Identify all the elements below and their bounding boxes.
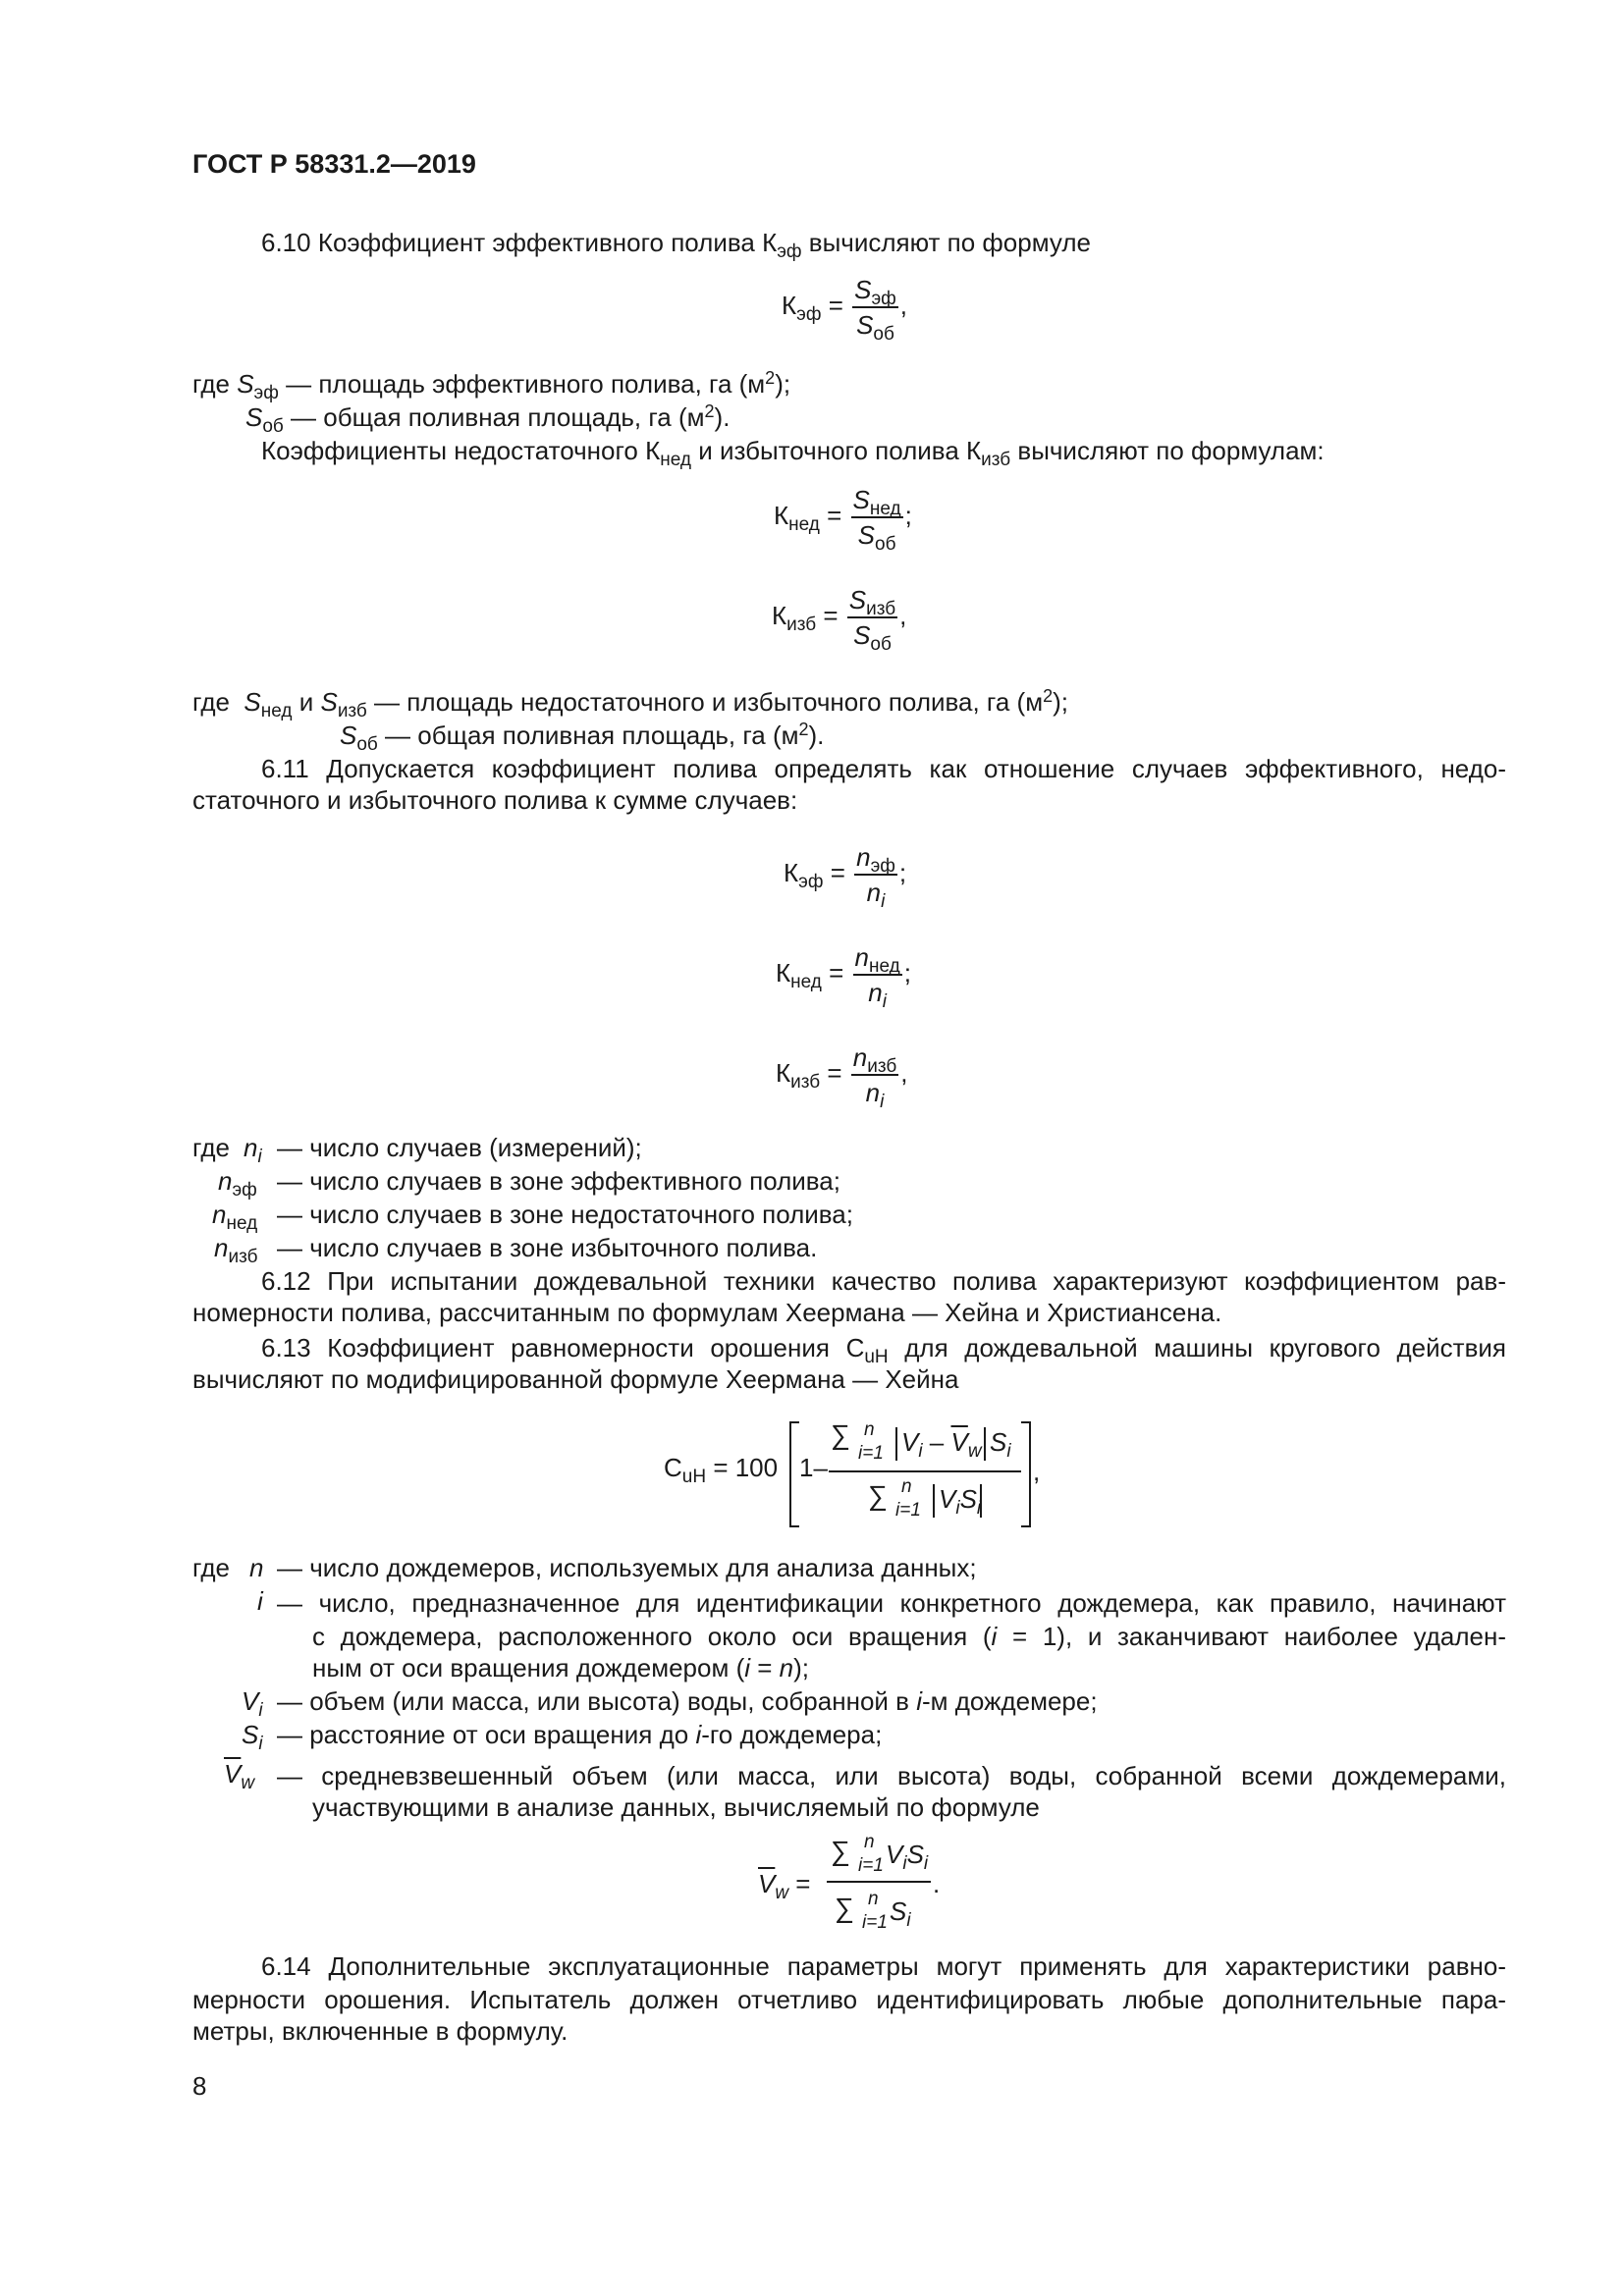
where-i-desc-3: ным от оси вращения дождемером (i = n);: [312, 1653, 810, 1682]
left-bracket: [789, 1421, 799, 1527]
where-n-count-desc: — число дождемеров, используемых для анализа данных;: [277, 1553, 977, 1582]
where-i-desc-1: — число, предназначенное для идентификации конкретного дождемера, как правило, начинают: [277, 1588, 1506, 1618]
vw-sum-num-lower: i=1: [858, 1855, 884, 1876]
sum-lower-den: i=1: [895, 1500, 921, 1521]
abs-bar-left: [895, 1427, 897, 1461]
paragraph-6-14-line1: 6.14 Дополнительные эксплуатационные параметры могут применять для характеристики равно-: [261, 1951, 1506, 1981]
where-n-i-desc: — число случаев (измерений);: [277, 1133, 642, 1162]
abs-bar-right-den: [980, 1484, 982, 1518]
vw-num-visi: $V_iS_i$: [886, 1840, 929, 1874]
abs-bar-right: [984, 1427, 986, 1461]
where-lead-4: где: [192, 1553, 230, 1582]
formula-k-izb: $К_{изб}$ = $\frac{S_{изб}}{S_{об}}$ ,: [772, 585, 907, 655]
where-s-ob-2: $S_{об}$ — общая поливная площадь, га $(м^2)$.: [340, 720, 825, 755]
abs-bar-left-den: [933, 1484, 935, 1518]
formula-k-izb-cases: $К_{изб}$ = $\frac{n_{изб}}{n_i}$ ,: [776, 1042, 908, 1112]
formula-one-minus: 1–: [799, 1453, 828, 1482]
where-n-ef: $n_{эф}$: [218, 1166, 257, 1201]
where-vi: $V_i$: [242, 1686, 263, 1721]
vw-den-si: $S_i$: [890, 1896, 911, 1931]
where-vw: $\overline{V}_w$: [224, 1759, 255, 1793]
where-i: i: [257, 1586, 263, 1616]
paragraph-6-12-line2: номерности полива, рассчитанным по формулам Хеермана — Хейна и Христиансена.: [192, 1298, 1222, 1327]
document-header: ГОСТ Р 58331.2—2019: [192, 149, 476, 179]
where-n-ef-desc: — число случаев в зоне эффективного полива;: [277, 1166, 840, 1196]
paragraph-6-13-line2: вычисляют по модифицированной формуле Хеермана — Хейна: [192, 1364, 959, 1394]
formula-vw-end: .: [933, 1869, 941, 1898]
paragraph-6-14-line2: мерности орошения. Испытатель должен отчетливо идентифицировать любые дополнительные пара-: [192, 1985, 1506, 2014]
vw-sum-den-upper: n: [868, 1889, 879, 1909]
paragraph-6-10: 6.10 Коэффициент эффективного полива $К_{эф}$ вычисляют по формуле: [261, 228, 1091, 262]
where-vw-desc-2: участвующими в анализе данных, вычисляемый по формуле: [312, 1792, 1040, 1822]
where-si: $S_i$: [242, 1720, 263, 1754]
formula-k-ef: $К_{эф}$ = $\frac{S_{эф}}{S_{об}}$ ,: [782, 275, 908, 345]
where-n-count: n: [249, 1553, 264, 1582]
sum-upper-den: n: [901, 1476, 912, 1497]
vw-sum-num-upper: n: [864, 1832, 875, 1852]
where-i-desc-2: с дождемера, расположенного около оси вращения (i = 1), и заканчивают наиболее удален-: [312, 1622, 1506, 1651]
where-n-ned-desc: — число случаев в зоне недостаточного полива;: [277, 1200, 853, 1229]
where-lead-3: где: [192, 1133, 230, 1162]
page-number: 8: [192, 2071, 207, 2101]
where-vi-desc: — объем (или масса, или высота) воды, собранной в i-м дождемере;: [277, 1686, 1098, 1716]
num-vi: $V_i - \overline{V}_w$: [901, 1427, 982, 1462]
where-s-ob: $S_{об}$ — общая поливная площадь, га $(м^2)$.: [245, 401, 731, 437]
paragraph-6-11-line1: 6.11 Допускается коэффициент полива определять как отношение случаев эффективного, недо-: [261, 754, 1506, 783]
sum-sign-num: ∑: [831, 1419, 850, 1450]
fraction-bar-vw: [827, 1881, 931, 1883]
where-si-desc: — расстояние от оси вращения до i-го дождемера;: [277, 1720, 883, 1749]
where-n-i: $n_i$: [244, 1133, 262, 1167]
sum-sign-den: ∑: [868, 1480, 888, 1511]
vw-sum-den-lower: i=1: [862, 1912, 888, 1933]
formula-vw-lhs: $\overline{V}_w$ =: [758, 1869, 811, 1903]
where-s-ned-izb: где $S_{нед}$ и $S_{изб}$ — площадь недостаточного и избыточного полива, га $(м^2)$;: [192, 686, 1068, 721]
vw-sum-den: ∑: [835, 1893, 854, 1923]
formula-cuh-lhs: $С_{uH} = 100$: [664, 1453, 779, 1487]
where-vw-desc-1: — средневзвешенный объем (или масса, или высота) воды, собранной всеми дождемерами,: [277, 1761, 1506, 1790]
formula-k-ned: $К_{нед}$ = $\frac{S_{нед}}{S_{об}}$ ;: [774, 485, 912, 555]
formula-k-ned-cases: $К_{нед}$ = $\frac{n_{нед}}{n_i}$ ;: [776, 942, 911, 1012]
where-n-izb: $n_{изб}$: [214, 1233, 258, 1267]
sum-upper-num: n: [864, 1419, 875, 1440]
sum-lower-num: i=1: [858, 1443, 884, 1464]
where-n-izb-desc: — число случаев в зоне избыточного полива.: [277, 1233, 818, 1262]
paragraph-coefficients: Коэффициенты недостаточного $К_{нед}$ и избыточного полива $К_{изб}$ вычисляют по формулам:: [261, 436, 1325, 470]
where-n-ned: $n_{нед}$: [212, 1200, 258, 1234]
vw-sum-num: ∑: [831, 1836, 850, 1866]
paragraph-6-14-line3: метры, включенные в формулу.: [192, 2016, 568, 2046]
den-visi: $V_iS_i$: [939, 1484, 982, 1519]
paragraph-6-11-line2: статочного и избыточного полива к сумме случаев:: [192, 785, 798, 815]
formula-cuh-end: ,: [1033, 1457, 1041, 1486]
num-si: $S_i$: [990, 1427, 1011, 1462]
right-bracket: [1021, 1421, 1031, 1527]
formula-k-ef-cases: $К_{эф}$ = $\frac{n_{эф}}{n_i}$ ;: [784, 842, 907, 912]
paragraph-6-13-line1: 6.13 Коэффициент равномерности орошения $С_{uH}$ для дождевальной машины кругового действия: [261, 1333, 1506, 1367]
fraction-bar-cuh: [829, 1470, 1021, 1472]
paragraph-6-12-line1: 6.12 При испытании дождевальной техники качество полива характеризуют коэффициентом рав-: [261, 1266, 1506, 1296]
where-s-ef: где $S_{эф}$ — площадь эффективного полива, га $(м^2)$;: [192, 368, 791, 403]
